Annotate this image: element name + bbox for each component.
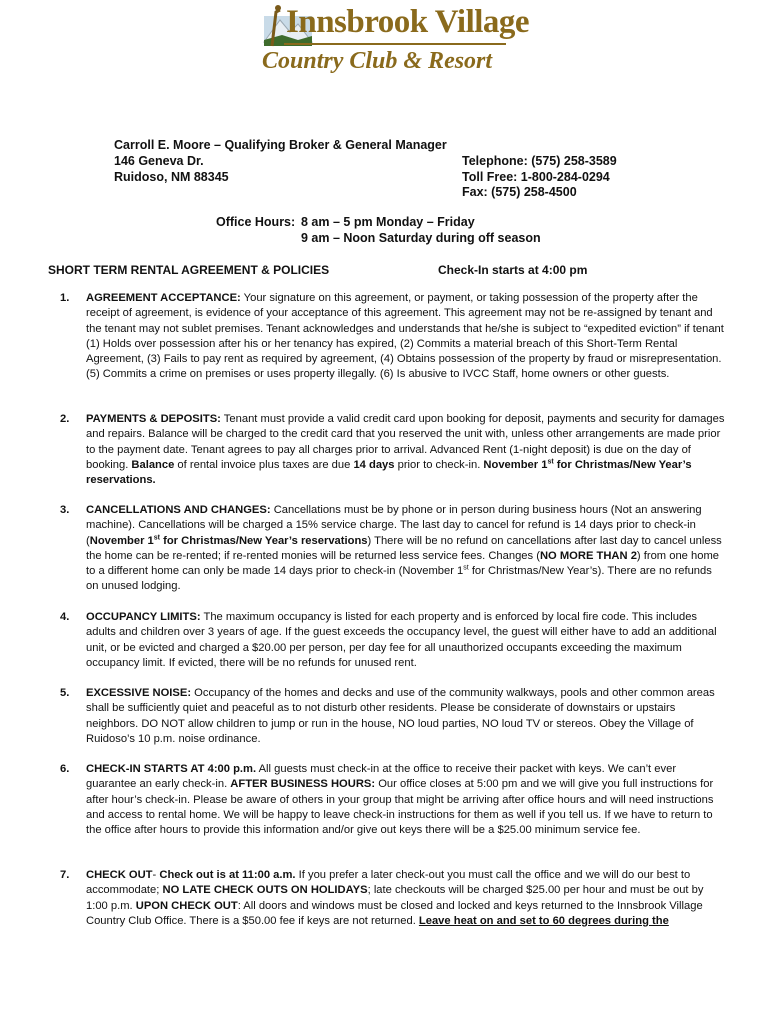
telephone: Telephone: (575) 258-3589: [462, 154, 617, 168]
logo-subtitle: Country Club & Resort: [262, 48, 493, 74]
policy-occupancy-limits: OCCUPANCY LIMITS: The maximum occupancy is listed for each property and is enforced by local fire code. This includes adults and children over 3 years of age. If the guest exceeds the occupancy level, the guest will either have to add an additional unit, or be evicted and charged a $20.00 per person, per day fee for all unauthorized occupants exceeding the maximum occupancy limit. If evicted, there will be no refunds for unused rent.: [86, 611, 717, 669]
city-address: Ruidoso, NM 88345: [114, 170, 229, 184]
office-hours-label: Office Hours:: [216, 215, 296, 229]
item-number: 1.: [60, 292, 70, 304]
item-number: 4.: [60, 611, 70, 623]
checkin-time-note: Check-In starts at 4:00 pm: [438, 263, 588, 277]
policy-cancellations-changes: CANCELLATIONS AND CHANGES: Cancellations must be by phone or in person during business hours (Not an answering machine). Cancellations will be charged a 15% service charge. The last day to cancel for refund is 14 days prior to check-in (November 1st for Christmas/New Year’s reservations) There will be no refund on cancellations after last day to cancel unless the home can be re-rented; if re-rented monies will be returned less service fees. Changes (NO MORE THAN 2) from one home to a different home can only be made 14 days prior to check-in (November 1st for Christmas/New Year’s). There are no refunds on unused lodging.: [86, 504, 722, 593]
policy-excessive-noise: EXCESSIVE NOISE: Occupancy of the homes and decks and use of the community walkways, pools and other common areas shall be sufficiently quiet and peaceful as to not disturb other residents. Please be considerate of downstairs or upstairs neighbors. DO NOT allow children to jump or run in the house, NO loud parties, NO loud TV or stereos. Obey the Village of Ruidoso’s 10 p.m. noise ordinance.: [86, 687, 715, 745]
toll-free: Toll Free: 1-800-284-0294: [462, 170, 610, 184]
logo-title: Innsbrook Village: [286, 4, 530, 40]
item-number: 5.: [60, 687, 70, 699]
item-number: 7.: [60, 869, 70, 881]
item-number: 6.: [60, 763, 70, 775]
agreement-title: SHORT TERM RENTAL AGREEMENT & POLICIES: [48, 263, 330, 277]
fax: Fax: (575) 258-4500: [462, 185, 577, 199]
policy-check-in: CHECK-IN STARTS AT 4:00 p.m. All guests must check-in at the office to receive their packet with keys. We can’t ever guarantee an early check-in. AFTER BUSINESS HOURS: Our office closes at 5:00 pm and we will give you full instructions for after hour’s check-in. Please be aware of others in your group that might be arriving after office hours and will need instructions and access to rental home. We will be happy to leave check-in instructions for them as well if you tell us. If we have to return to the office after hours to provide this information and/or give out keys there will be a $25.00 minimum service fee.: [86, 763, 714, 837]
broker-line: Carroll E. Moore – Qualifying Broker & General Manager: [114, 138, 447, 152]
item-number: 3.: [60, 504, 70, 516]
street-address: 146 Geneva Dr.: [114, 154, 204, 168]
office-hours-weekday: 8 am – 5 pm Monday – Friday: [301, 215, 475, 229]
policy-payments-deposits: PAYMENTS & DEPOSITS: Tenant must provide a valid credit card upon booking for deposit, payments and security for damages and repairs. Balance will be charged to the credit card that you reserved the unit with, unless other arrangements are made prior to the payment date. Tenant agrees to pay all charges prior to arrival. Advanced Rent (1-night deposit) is due on the day of booking. Balance of rental invoice plus taxes are due 14 days prior to check-in. November 1st for Christmas/New Year’s reservations.: [86, 413, 725, 487]
policy-agreement-acceptance: AGREEMENT ACCEPTANCE: Your signature on this agreement, or payment, or taking possession of the property after the receipt of agreement, is evidence of your acceptance of this agreement. This agreement may not be re-assigned by tenant and the tenant may not sublet premises. Tenant acknowledges and understands that he/she is subject to “expedited eviction” if tenant (1) Holds over possession after his or her tenancy has expired, (2) Commits a material breach of this Short-Term Rental Agreement, (3) Fails to pay rent as required by agreement, (4) Obtains possession of the property by fraud or misrepresentation. (5) Commits a crime on premises or uses property illegally. (6) Is abusive to IVCC Staff, home owners or other guests.: [86, 292, 724, 381]
policy-check-out: CHECK OUT- Check out is at 11:00 a.m. If you prefer a later check-out you must call the office and we will do our best to accommodate; NO LATE CHECK OUTS ON HOLIDAYS; late checkouts will be charged $25.00 per hour and must be out by 1:00 p.m. UPON CHECK OUT: All doors and windows must be closed and locked and keys returned to the Innsbrook Village Country Club Office. There is a $50.00 fee if keys are not returned. Leave heat on and set to 60 degrees during the: [86, 869, 704, 927]
logo: [258, 2, 530, 80]
item-number: 2.: [60, 413, 70, 425]
office-hours-saturday: 9 am – Noon Saturday during off season: [301, 231, 541, 245]
